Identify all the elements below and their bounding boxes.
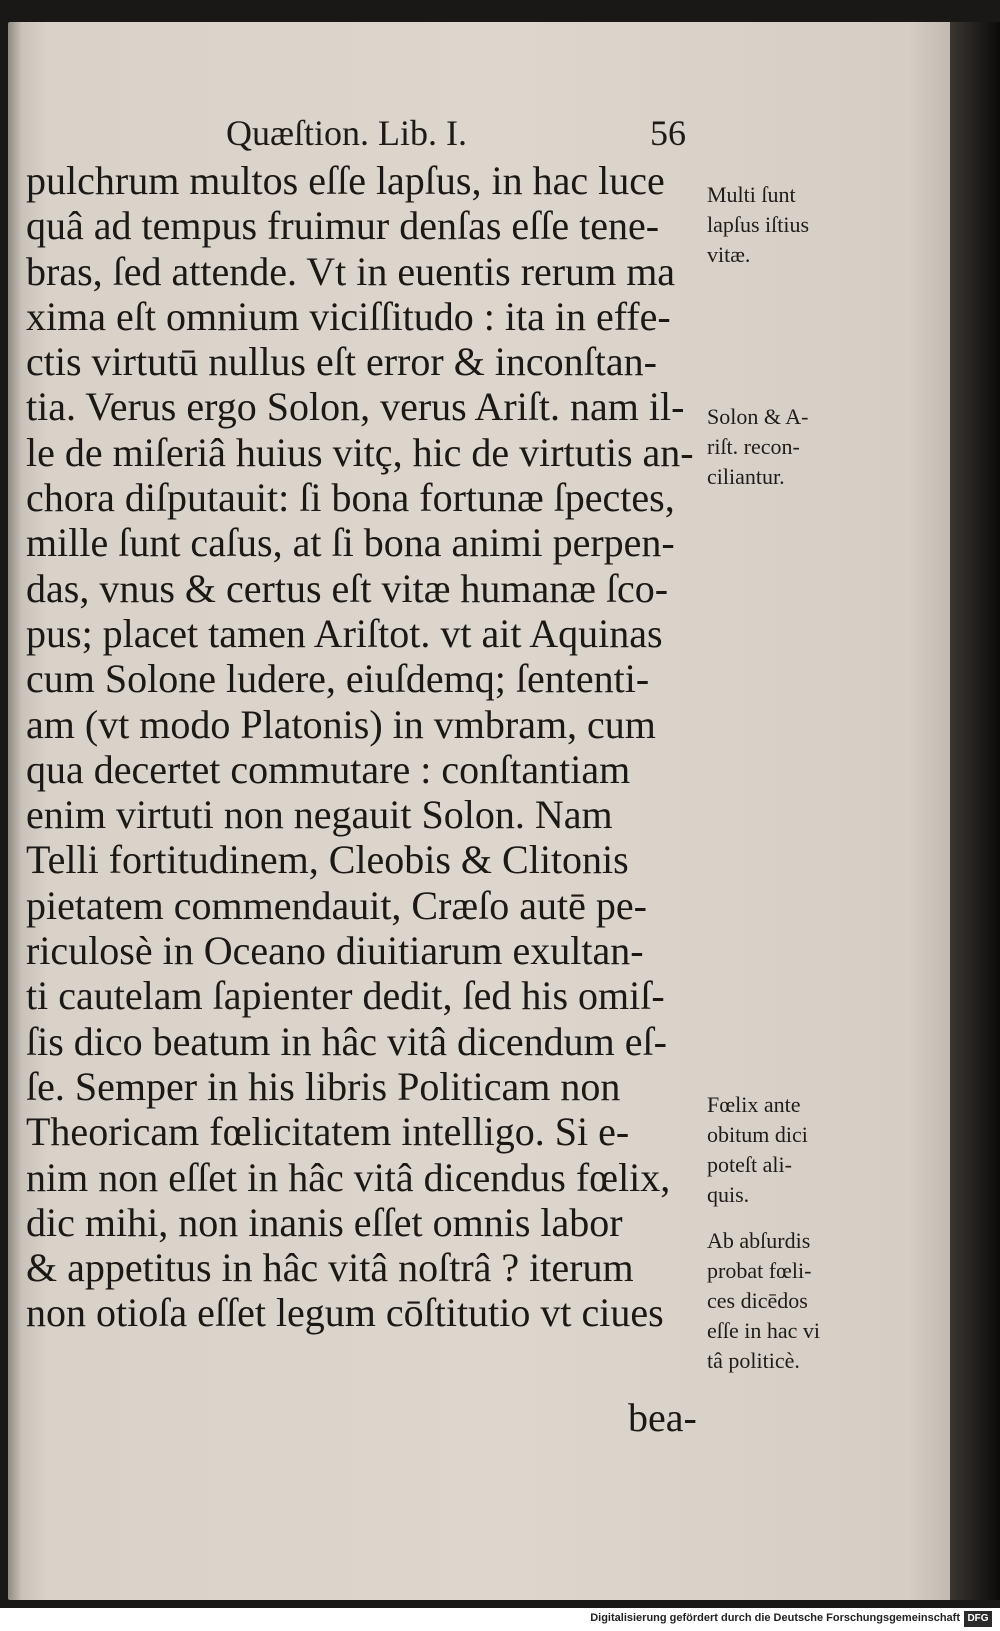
text-line: le de miſeriâ huius vitç, hic de virtutis an- [26,429,694,475]
text-line: ſe. Semper in his libris Politicam non [26,1063,621,1109]
note-line: ciliantur. [707,464,785,489]
marginal-note-lapsus [707,180,809,270]
text-line: Telli fortitudinem, Cleobis & Clitonis [26,837,629,883]
text-line: tia. Verus ergo Solon, verus Ariſt. nam il- [26,384,685,430]
note-line: lapſus iſtius [707,212,810,237]
note-line: probat fœli- [707,1258,812,1283]
funding-credit: Digitalisierung gefördert durch die Deutsche Forschungsgemeinschaft [590,1612,960,1624]
note-line: vitæ. [707,242,751,267]
note-line: Multi ſunt [707,182,796,207]
page-edge-shadow [950,22,1000,1600]
text-line: ſis dico beatum in hâc vitâ dicendum eſ- [26,1018,667,1064]
marginal-note-solon [707,402,808,492]
text-line: chora diſputauit: ſi bona fortunæ ſpectes, [26,475,675,521]
text-line: pulchrum multos eſſe lapſus, in hac luce [26,158,665,203]
text-line: pus; placet tamen Ariſtot. vt ait Aquinas [26,610,663,656]
text-line: bras, ſed attende. Vt in euentis rerum ma [26,248,676,294]
text-line: mille ſunt caſus, at ſi bona animi perpen- [26,520,675,566]
note-line: obitum dici [707,1122,808,1147]
text-line: nim non eſſet in hâc vitâ dicendus fœlix, [26,1154,671,1200]
folio-number: 56 [650,113,686,153]
text-line: ctis virtutū nullus eſt error & inconſtan- [26,339,657,385]
text-line: quâ ad tempus fruimur denſas eſſe tene- [26,203,660,249]
note-line: quis. [707,1182,750,1207]
dfg-logo: DFG [964,1611,992,1627]
text-line: qua decertet commutare : conſtantiam [26,746,631,792]
text-line: cum Solone ludere, eiuſdemq; ſententi- [26,656,650,702]
text-line: ti cautelam ſapienter dedit, ſed his omiſ- [26,973,665,1019]
page-header [0,112,700,156]
text-line: xima eſt omnium viciſſitudo : ita in effe- [26,293,671,339]
text-line: pietatem commendauit, Cræſo autē pe- [26,882,647,928]
text-line: enim virtuti non negauit Solon. Nam [26,792,613,838]
digitization-footer [0,1608,1000,1631]
text-line: Theoricam fœlicitatem intelligo. Si e- [26,1109,630,1155]
marginal-note-foelix [707,1090,808,1210]
text-line: riculosè in Oceano diuitiarum exultan- [26,928,644,974]
note-line: Solon & A- [707,404,809,429]
note-line: tâ politicè. [707,1348,800,1373]
text-line: non otioſa eſſet legum cōſtitutio vt ciues [26,1290,664,1336]
note-line: Ab abſurdis [707,1228,811,1253]
note-line: poteſt ali- [707,1152,792,1177]
note-line: ces dicēdos [707,1288,808,1313]
text-line: das, vnus & certus eſt vitæ humanæ ſco- [26,565,669,611]
text-line: & appetitus in hâc vitâ noſtrâ ? iterum [26,1245,634,1291]
main-text-block [26,158,706,1336]
note-line: riſt. recon- [707,434,800,459]
text-line: am (vt modo Platonis) in vmbram, cum [26,701,656,747]
note-line: eſſe in hac vi [707,1318,821,1343]
catchword: bea- [628,1395,697,1440]
marginal-note-absurdis [707,1226,820,1376]
note-line: Fœlix ante [707,1092,801,1117]
text-line: dic mihi, non inanis eſſet omnis labor [26,1199,623,1245]
running-head: Quæſtion. Lib. I. [226,113,467,153]
